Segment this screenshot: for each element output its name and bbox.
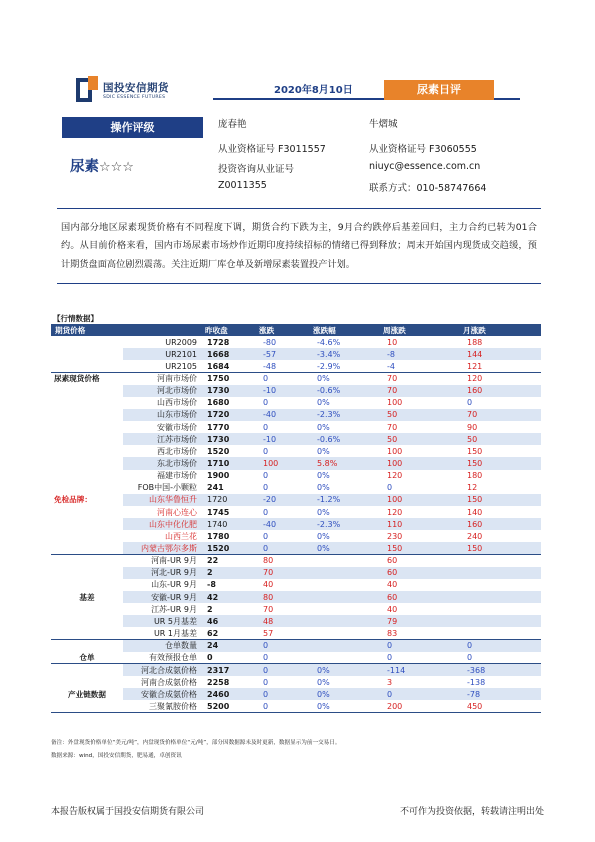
cell-close: 2460 <box>201 688 255 700</box>
report-date: 2020年8月10日 <box>274 85 353 96</box>
row-label: 河南心连心 <box>157 507 197 517</box>
row-label: 山东市场价 <box>123 409 201 421</box>
row-label: UR2101 <box>123 348 201 360</box>
table-row <box>51 567 541 579</box>
row-label: UR 5月基差 <box>123 615 201 627</box>
cell-month: 121 <box>467 361 483 371</box>
table-row <box>51 676 541 688</box>
cell-chg: 70 <box>263 604 274 614</box>
cell-month <box>459 603 541 615</box>
cell-month: 450 <box>459 700 541 712</box>
row-label: 山西市场价 <box>157 398 197 408</box>
table-row <box>51 688 541 700</box>
cell-close: 62 <box>207 628 219 638</box>
table-row <box>51 385 541 397</box>
table-row <box>51 640 541 652</box>
row-category <box>51 506 123 518</box>
table-row <box>51 482 541 494</box>
header-cell: 周涨跌 <box>379 324 459 336</box>
cell-chg: 0 <box>255 664 309 676</box>
row-label: 山东中化化肥 <box>123 518 201 530</box>
cell-month: 160 <box>459 518 541 530</box>
cell-chg: 0 <box>255 640 309 652</box>
table-row <box>51 664 541 676</box>
cell-month: 50 <box>459 433 541 445</box>
cell-close: 1740 <box>201 518 255 530</box>
cell-pct: -1.2% <box>309 494 379 506</box>
cell-month: 188 <box>467 337 483 347</box>
cell-close: 1900 <box>207 471 230 481</box>
cell-week: 230 <box>387 531 403 541</box>
cell-pct: 0% <box>309 664 379 676</box>
cell-close: 1684 <box>207 361 230 371</box>
table-header-row <box>51 324 541 336</box>
cell-chg: -48 <box>263 361 277 371</box>
cell-close: 1520 <box>207 446 230 456</box>
row-category <box>51 445 123 457</box>
cell-chg: 0 <box>263 677 269 687</box>
cell-week: 0 <box>387 652 393 662</box>
cell-month <box>459 555 541 567</box>
row-label: 山东华鲁恒升 <box>123 494 201 506</box>
cell-chg: -10 <box>255 385 309 397</box>
cell-month <box>459 567 541 579</box>
row-category <box>51 615 123 627</box>
analyst-1-invest-label: 投资咨询从业证号 <box>218 164 295 175</box>
row-category <box>51 457 123 469</box>
note-units: 备注：外盘现货价格单位“美元/吨”，内盘现货价格单位“元/吨”，部分因数据源未及时更新，数据显示为前一交易日。 <box>51 740 341 746</box>
rating-label-bar: 操作评级 <box>62 117 203 138</box>
cell-month: 70 <box>459 409 541 421</box>
cell-close: 1710 <box>201 457 255 469</box>
cell-month: 90 <box>467 422 478 432</box>
cell-pct: 0% <box>309 372 379 384</box>
cell-pct: -0.6% <box>309 433 379 445</box>
cell-pct: -0.6% <box>309 385 379 397</box>
row-category <box>51 336 123 348</box>
cell-chg: 70 <box>255 567 309 579</box>
cell-month: 144 <box>459 348 541 360</box>
table-row <box>51 372 541 384</box>
cell-week: 0 <box>379 640 459 652</box>
cell-close: 1668 <box>201 348 255 360</box>
cell-close: 1730 <box>201 385 255 397</box>
row-label: 江苏-UR 9月 <box>151 604 197 614</box>
cell-pct: -3.4% <box>309 348 379 360</box>
cell-pct <box>309 652 379 664</box>
footer-copyright: 本报告版权属于国投安信期货有限公司 <box>51 807 205 817</box>
row-category <box>51 627 123 639</box>
cell-chg: 0 <box>255 542 309 554</box>
cell-week: 70 <box>379 385 459 397</box>
cell-week: 120 <box>387 507 403 517</box>
row-label: 河南市场价 <box>123 372 201 384</box>
cell-chg: 0 <box>255 372 309 384</box>
row-label: 河北-UR 9月 <box>123 567 201 579</box>
market-summary: 国内部分地区尿素现货价格有不同程度下调，期货合约下跌为主，9月合约跌停后基差回归，主力合约已转为01合约。从目前价格来看，国内市场尿素市场炒作近期印度持续招标的情绪已得到释放；周末开始国内现货成交趋缓，预计期货盘面高位剧烈震荡。关注近期厂库仓单及新增尿素装置投产计划。 <box>57 208 541 284</box>
row-label: 河南-UR 9月 <box>123 555 201 567</box>
cell-week: 100 <box>387 446 403 456</box>
cell-close: 2 <box>207 604 213 614</box>
report-type-badge: 尿素日评 <box>384 80 494 100</box>
cell-month: 120 <box>459 372 541 384</box>
cell-chg: 0 <box>263 446 269 456</box>
cell-week: 100 <box>387 398 403 408</box>
cell-week: 10 <box>387 337 398 347</box>
cell-chg: 80 <box>255 591 309 603</box>
market-data-section <box>51 313 541 713</box>
cell-close: 241 <box>207 483 224 493</box>
row-label: 安徽市场价 <box>157 422 197 432</box>
analyst-1-cert: 从业资格证号 F3011557 <box>218 144 326 155</box>
row-category: 仓单 <box>79 652 95 662</box>
cell-month: 150 <box>459 542 541 554</box>
cell-pct <box>309 591 379 603</box>
table-row <box>51 397 541 409</box>
cell-close: 46 <box>201 615 255 627</box>
row-category <box>51 530 123 542</box>
cell-close: 1720 <box>201 494 255 506</box>
cell-week: 50 <box>379 409 459 421</box>
cell-close: 1730 <box>201 433 255 445</box>
row-category <box>51 603 123 615</box>
row-category <box>51 409 123 421</box>
analyst-1-name: 庞春艳 <box>218 119 247 130</box>
cell-pct <box>309 603 379 615</box>
cell-chg: 0 <box>263 652 269 662</box>
cell-close: 1780 <box>207 531 230 541</box>
cell-chg: 48 <box>255 615 309 627</box>
cell-week: 79 <box>379 615 459 627</box>
row-category <box>51 700 123 712</box>
cell-week: 200 <box>379 700 459 712</box>
company-logo <box>76 76 196 108</box>
cell-close: 1745 <box>207 507 230 517</box>
cell-close: 1750 <box>201 372 255 384</box>
analyst-2-phone: 联系方式：010-58747664 <box>369 183 487 194</box>
cell-month: 160 <box>459 385 541 397</box>
cell-week: 40 <box>387 604 398 614</box>
cell-pct: 0% <box>317 422 330 432</box>
row-category <box>51 640 123 652</box>
cell-week: 60 <box>379 555 459 567</box>
cell-month: 0 <box>467 652 473 662</box>
row-label: 内蒙古鄂尔多斯 <box>123 542 201 554</box>
cell-week: 70 <box>379 372 459 384</box>
header-cell: 涨跌 <box>255 324 309 336</box>
table-row <box>51 506 541 518</box>
cell-chg: -40 <box>255 409 309 421</box>
cell-chg: 0 <box>263 422 269 432</box>
row-label: 河北合成氨价格 <box>123 664 201 676</box>
cell-pct: 0% <box>317 677 330 687</box>
cell-week: 150 <box>379 542 459 554</box>
row-label: 安徽-UR 9月 <box>123 591 201 603</box>
cell-month: 150 <box>459 494 541 506</box>
cell-close: 2 <box>201 567 255 579</box>
table-row <box>51 445 541 457</box>
cell-chg: 0 <box>263 398 269 408</box>
row-category <box>51 433 123 445</box>
cell-pct: 0% <box>317 446 330 456</box>
cell-close: 22 <box>201 555 255 567</box>
cell-close: 1680 <box>207 398 230 408</box>
cell-chg: 57 <box>263 628 274 638</box>
cell-pct: -4.6% <box>317 337 341 347</box>
row-category <box>51 397 123 409</box>
cell-chg: 100 <box>255 457 309 469</box>
row-label: FOB中国-小颗粒 <box>137 483 197 493</box>
cell-pct <box>309 579 379 591</box>
cell-month: 240 <box>467 531 483 541</box>
cell-month: -138 <box>467 677 486 687</box>
star-rating-icon: ☆☆☆ <box>99 160 134 175</box>
cell-chg: 0 <box>263 507 269 517</box>
market-data-table <box>51 324 541 713</box>
row-label: 三聚氰胺价格 <box>123 700 201 712</box>
cell-month: -368 <box>459 664 541 676</box>
row-label: 东北市场价 <box>123 457 201 469</box>
cell-month: 180 <box>467 471 483 481</box>
cell-pct: 0% <box>317 507 330 517</box>
logo-text-cn: 国投安信期货 <box>103 82 169 94</box>
cell-pct <box>309 615 379 627</box>
table-row <box>51 627 541 639</box>
analyst-2-email[interactable]: niuyc@essence.com.cn <box>369 161 481 172</box>
row-category <box>51 567 123 579</box>
table-row <box>51 579 541 591</box>
cell-month <box>459 591 541 603</box>
table-row <box>51 700 541 712</box>
table-title: 【行情数据】 <box>53 314 98 323</box>
row-category <box>51 348 123 360</box>
cell-pct: -2.3% <box>309 518 379 530</box>
cell-pct: 0% <box>309 700 379 712</box>
table-row <box>51 542 541 554</box>
cell-week: -8 <box>379 348 459 360</box>
cell-close: 0 <box>207 652 213 662</box>
cell-chg: -10 <box>255 433 309 445</box>
header-cell: 涨跌幅 <box>309 324 379 336</box>
row-category <box>51 470 123 482</box>
cell-pct: 0% <box>309 542 379 554</box>
row-category <box>51 482 123 494</box>
cell-week: 60 <box>379 567 459 579</box>
row-category <box>51 664 123 676</box>
table-row <box>51 603 541 615</box>
table-row <box>51 433 541 445</box>
header-cell: 月涨跌 <box>459 324 541 336</box>
cell-chg: 0 <box>255 700 309 712</box>
cell-close: 5200 <box>201 700 255 712</box>
row-label: 有效预报仓单 <box>149 652 197 662</box>
row-label: 河南合成氨价格 <box>141 677 197 687</box>
cell-close: 1720 <box>201 409 255 421</box>
cell-week: -114 <box>379 664 459 676</box>
row-category <box>51 542 123 554</box>
row-label: 山东-UR 9月 <box>151 580 197 590</box>
cell-month: -78 <box>459 688 541 700</box>
cell-week: 3 <box>387 677 393 687</box>
row-category <box>51 579 123 591</box>
cell-close: 1728 <box>207 337 230 347</box>
row-label: 仓单数量 <box>123 640 201 652</box>
cell-pct <box>309 555 379 567</box>
row-category: 尿素现货价格 <box>51 372 123 384</box>
cell-pct: 0% <box>309 688 379 700</box>
cell-pct: 0% <box>317 471 330 481</box>
table-row <box>51 409 541 421</box>
cell-pct: 0% <box>317 398 330 408</box>
cell-pct: -2.3% <box>309 409 379 421</box>
row-label: 安徽合成氨价格 <box>123 688 201 700</box>
cell-week: 0 <box>387 483 393 493</box>
cell-chg: 0 <box>263 471 269 481</box>
table-body <box>51 336 541 712</box>
header-cell: 期货价格 <box>51 324 123 336</box>
logo-text-en: SDIC ESSENCE FUTURES <box>103 95 166 100</box>
cell-week: -4 <box>387 361 395 371</box>
note-sources: 数据来源：wind，国投安信期货，肥易通，卓创资讯 <box>51 753 182 759</box>
table-row <box>51 470 541 482</box>
cell-month: 12 <box>467 483 478 493</box>
cell-pct: 0% <box>317 531 330 541</box>
table-row <box>51 494 541 506</box>
cell-pct <box>309 627 379 639</box>
cell-chg: -20 <box>255 494 309 506</box>
table-notes <box>51 737 545 763</box>
header-cell: 昨收盘 <box>201 324 255 336</box>
cell-month: 150 <box>459 457 541 469</box>
cell-chg: -57 <box>255 348 309 360</box>
table-row <box>51 652 541 664</box>
row-category <box>51 421 123 433</box>
table-row <box>51 615 541 627</box>
cell-close: 2317 <box>201 664 255 676</box>
cell-week: 110 <box>379 518 459 530</box>
cell-close: 2258 <box>207 677 230 687</box>
cell-month <box>459 579 541 591</box>
row-label: UR 1月基差 <box>153 628 197 638</box>
row-category: 基差 <box>79 592 95 602</box>
footer-disclaimer: 不可作为投资依据，转载请注明出处 <box>399 807 544 817</box>
row-label: 河北市场价 <box>123 385 201 397</box>
cell-week: 100 <box>379 457 459 469</box>
cell-pct: -2.9% <box>317 361 341 371</box>
table-row <box>51 555 541 567</box>
row-label: 福建市场价 <box>157 471 197 481</box>
table-row <box>51 360 541 372</box>
cell-week: 40 <box>387 580 398 590</box>
cell-chg: 0 <box>263 483 269 493</box>
product-rating <box>70 155 134 176</box>
cell-month: 0 <box>467 398 473 408</box>
table-row <box>51 348 541 360</box>
table-row <box>51 421 541 433</box>
cell-chg: 0 <box>255 688 309 700</box>
row-label: 西北市场价 <box>157 446 197 456</box>
cell-month: 0 <box>459 640 541 652</box>
row-label: 山西兰花 <box>165 531 197 541</box>
table-row <box>51 457 541 469</box>
cell-month <box>459 627 541 639</box>
table-row <box>51 336 541 348</box>
row-category <box>51 385 123 397</box>
cell-chg: -80 <box>263 337 277 347</box>
row-category <box>51 518 123 530</box>
row-label: UR2009 <box>165 337 197 347</box>
analyst-2-name: 牛熠城 <box>369 119 398 130</box>
product-name: 尿素 <box>70 159 99 175</box>
cell-month <box>459 615 541 627</box>
cell-week: 70 <box>387 422 398 432</box>
cell-week: 100 <box>379 494 459 506</box>
cell-chg: 80 <box>255 555 309 567</box>
analyst-2-cert: 从业资格证号 F3060555 <box>369 144 477 155</box>
logo-mark-icon <box>76 76 98 104</box>
cell-week: 60 <box>379 591 459 603</box>
row-category <box>51 360 123 372</box>
row-label: UR2105 <box>165 361 197 371</box>
cell-close: 1520 <box>201 542 255 554</box>
cell-close: 24 <box>201 640 255 652</box>
cell-close: 42 <box>201 591 255 603</box>
table-row <box>51 518 541 530</box>
cell-chg: 40 <box>263 580 274 590</box>
row-category: 免检品牌： <box>54 495 92 505</box>
cell-pct: 5.8% <box>309 457 379 469</box>
row-category <box>51 555 123 567</box>
cell-close: 1770 <box>207 422 230 432</box>
cell-month: 140 <box>467 507 483 517</box>
cell-close: -8 <box>207 580 216 590</box>
cell-chg: 0 <box>263 531 269 541</box>
cell-pct: 0% <box>317 483 330 493</box>
cell-month: 150 <box>467 446 483 456</box>
cell-week: 120 <box>387 471 403 481</box>
cell-chg: -40 <box>255 518 309 530</box>
cell-week: 0 <box>379 688 459 700</box>
cell-pct <box>309 640 379 652</box>
row-category: 产业链数据 <box>68 689 106 699</box>
cell-week: 83 <box>387 628 398 638</box>
analyst-1-invest-no: Z0011355 <box>218 180 267 191</box>
cell-pct <box>309 567 379 579</box>
header-cell <box>123 324 201 336</box>
cell-week: 50 <box>379 433 459 445</box>
row-category <box>51 676 123 688</box>
row-label: 江苏市场价 <box>123 433 201 445</box>
table-row <box>51 530 541 542</box>
table-row <box>51 591 541 603</box>
